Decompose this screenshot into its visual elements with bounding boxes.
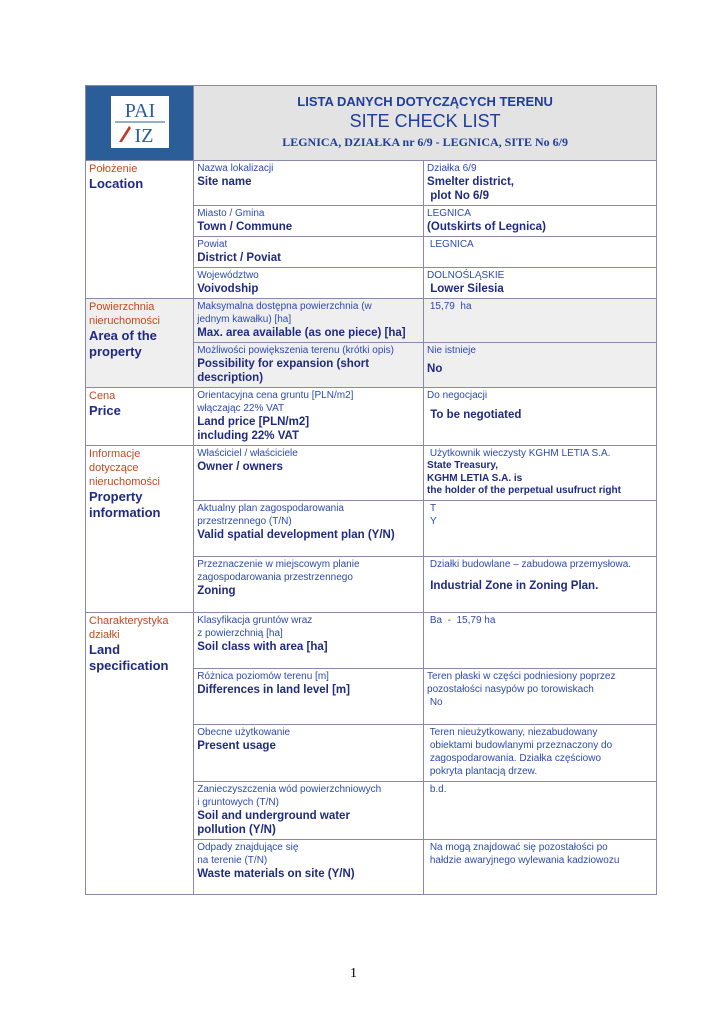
field-district: [194, 237, 424, 268]
field-label-en: Soil and underground water: [197, 810, 350, 822]
section-label-pl: Cena: [89, 390, 116, 402]
section-label-en: specification: [89, 658, 169, 673]
site-check-list-table: [85, 85, 657, 895]
section-area: [86, 299, 194, 388]
value-pl: Do negocjacji: [427, 390, 488, 401]
field-max-area: [194, 299, 424, 343]
paiiz-logo: [111, 96, 169, 148]
section-label-en: Property: [89, 489, 143, 504]
field-soil-class: [194, 613, 424, 669]
field-voivodship: [194, 268, 424, 299]
value-en: Smelter district,: [427, 176, 514, 188]
value-en: Industrial Zone in Zoning Plan.: [427, 580, 599, 592]
value-pl: Działki budowlane – zabudowa przemysłowa.: [427, 559, 632, 570]
field-label-en: pollution (Y/N): [197, 824, 276, 836]
field-label-pl: Obecne użytkowanie: [197, 727, 291, 738]
field-label-pl: jednym kawałku) [ha]: [197, 314, 292, 325]
field-land-price: [194, 388, 424, 446]
field-label-pl: Przeznaczenie w miejscowym planie: [197, 559, 360, 570]
section-label-en: Land: [89, 642, 121, 657]
value-pl: Teren płaski w części podniesiony poprzez: [427, 671, 616, 682]
section-label-pl: nieruchomości: [89, 476, 160, 488]
field-label-en: including 22% VAT: [197, 430, 300, 442]
section-land-spec: [86, 613, 194, 895]
field-label-en: Waste materials on site (Y/N): [197, 868, 355, 880]
field-expansion: [194, 343, 424, 388]
field-label-en: Town / Commune: [197, 221, 293, 233]
section-label-pl: Położenie: [89, 163, 138, 175]
logo-text-top: PAI: [124, 99, 155, 122]
field-label-en: Present usage: [197, 740, 276, 752]
field-site-name: [194, 161, 424, 206]
field-label-en: Differences in land level [m]: [197, 684, 350, 696]
field-label-pl: z powierzchnią [ha]: [197, 628, 283, 639]
field-label-pl: i gruntowych (T/N): [197, 797, 279, 808]
header-cell: [194, 86, 657, 161]
section-price: [86, 388, 194, 446]
section-label-en: Price: [89, 403, 121, 418]
value-pl: Użytkownik wieczysty KGHM LETIA S.A.: [427, 448, 611, 459]
section-label-pl: dotyczące: [89, 462, 139, 474]
value-pollution: [424, 782, 657, 840]
field-present-usage: [194, 725, 424, 782]
value-owner: [424, 446, 657, 501]
value-en: Y: [430, 516, 437, 527]
field-label-en: Land price [PLN/m2]: [197, 416, 310, 428]
field-label-pl: zagospodarowania przestrzennego: [197, 572, 353, 583]
value-site-name: [424, 161, 657, 206]
section-label-en: information: [89, 505, 161, 520]
value-en: Lower Silesia: [427, 283, 504, 295]
value-pl: LEGNICA: [427, 239, 474, 250]
field-label-pl: Miasto / Gmina: [197, 208, 265, 219]
section-label-pl: Charakterystyka: [89, 615, 169, 627]
value-present-usage: [424, 725, 657, 782]
field-label-pl: Nazwa lokalizacji: [197, 163, 274, 174]
section-label-pl: działki: [89, 629, 120, 641]
value-pl: Działka 6/9: [427, 163, 477, 174]
section-label-pl: nieruchomości: [89, 315, 160, 327]
field-label-pl: Maksymalna dostępna powierzchnia (w: [197, 301, 372, 312]
field-owner: [194, 446, 424, 501]
subtitle: LEGNICA, DZIAŁKA nr 6/9 - LEGNICA, SITE No 6/9: [282, 134, 569, 149]
section-label-pl: Informacje: [89, 448, 141, 460]
value-en: plot No 6/9: [427, 190, 490, 202]
value-pl: pokryta plantacją drzew.: [427, 766, 538, 777]
section-label-en: Area of the: [89, 328, 157, 343]
field-label-en: Max. area available (as one piece) [ha]: [197, 327, 406, 339]
value-soil-class: [424, 613, 657, 669]
value-en: State Treasury,: [427, 460, 499, 471]
value-pl: zagospodarowania. Działka częściowo: [427, 753, 602, 764]
field-label-pl: Zanieczyszczenia wód powierzchniowych: [197, 784, 382, 795]
field-pollution: [194, 782, 424, 840]
section-label-pl: Powierzchnia: [89, 301, 155, 313]
value-pl: obiektami budowlanymi przeznaczony do: [427, 740, 613, 751]
field-label-pl: na terenie (T/N): [197, 855, 268, 866]
value: Ba - 15,79 ha: [427, 615, 496, 626]
logo-cell: [86, 86, 194, 161]
section-label-en: property: [89, 344, 142, 359]
value-en: To be negotiated: [427, 409, 522, 421]
value-zoning: [424, 557, 657, 613]
value-spatial-plan: [424, 501, 657, 557]
value-land-level: [424, 669, 657, 725]
field-label-pl: Właściciel / właściciele: [197, 448, 298, 459]
section-location: [86, 161, 194, 299]
value-land-price: [424, 388, 657, 446]
value-voivodship: [424, 268, 657, 299]
value-pl: DOLNOŚLĄSKIE: [427, 270, 505, 281]
field-label-pl: włączając 22% VAT: [197, 403, 285, 414]
section-label-en: Location: [89, 176, 144, 191]
field-label-pl: Odpady znajdujące się: [197, 842, 299, 853]
value-pl: pozostałości nasypów po torowiskach: [427, 684, 594, 695]
value: 15,79 ha: [427, 301, 472, 312]
field-label-pl: Aktualny plan zagospodarowania: [197, 503, 344, 514]
field-label-pl: Możliwości powiększenia terenu (krótki opis): [197, 345, 394, 356]
value-en: (Outskirts of Legnica): [427, 221, 546, 233]
value-en: No: [427, 363, 443, 375]
value-town: [424, 206, 657, 237]
field-label-en: Possibility for expansion (short: [197, 358, 370, 370]
value-en: No: [427, 697, 443, 708]
value-pl: T: [430, 503, 437, 514]
field-label-en: Voivodship: [197, 283, 259, 295]
value-waste: [424, 840, 657, 895]
title-en: SITE CHECK LIST: [349, 110, 501, 131]
field-label-en: Soil class with area [ha]: [197, 641, 328, 653]
field-spatial-plan: [194, 501, 424, 557]
field-label-en: Valid spatial development plan (Y/N): [197, 529, 395, 541]
field-label-pl: Orientacyjna cena gruntu [PLN/m2]: [197, 390, 354, 401]
logo-text-bottom: IZ: [134, 124, 154, 147]
value-expansion: [424, 343, 657, 388]
value-max-area: [424, 299, 657, 343]
field-label-en: description): [197, 372, 264, 384]
value-pl: Na mogą znajdować się pozostałości po: [427, 842, 608, 853]
field-label-en: Owner / owners: [197, 461, 283, 473]
field-label-en: Zoning: [197, 585, 236, 597]
field-label-pl: przestrzennego (T/N): [197, 516, 292, 527]
value-district: [424, 237, 657, 268]
field-town: [194, 206, 424, 237]
value-pl: LEGNICA: [427, 208, 471, 219]
field-label-en: District / Poviat: [197, 252, 281, 264]
field-land-level: [194, 669, 424, 725]
value-en: KGHM LETIA S.A. is: [427, 472, 523, 484]
value-en: the holder of the perpetual usufruct right: [427, 485, 621, 496]
value-pl: hałdzie awaryjnego wylewania kadziowozu: [427, 855, 620, 866]
field-label-pl: Województwo: [197, 270, 259, 281]
field-zoning: [194, 557, 424, 613]
field-label-pl: Klasyfikacja gruntów wraz: [197, 615, 313, 626]
value: b.d.: [427, 784, 447, 795]
field-label-en: Site name: [197, 176, 252, 188]
page-number: 1: [350, 966, 357, 981]
title-pl: LISTA DANYCH DOTYCZĄCYCH TERENU: [297, 93, 553, 109]
field-label-pl: Różnica poziomów terenu [m]: [197, 671, 329, 682]
value-pl: Teren nieużytkowany, niezabudowany: [427, 727, 598, 738]
section-property-info: [86, 446, 194, 613]
value-pl: Nie istnieje: [427, 345, 476, 356]
field-label-pl: Powiat: [197, 239, 228, 250]
field-waste: [194, 840, 424, 895]
